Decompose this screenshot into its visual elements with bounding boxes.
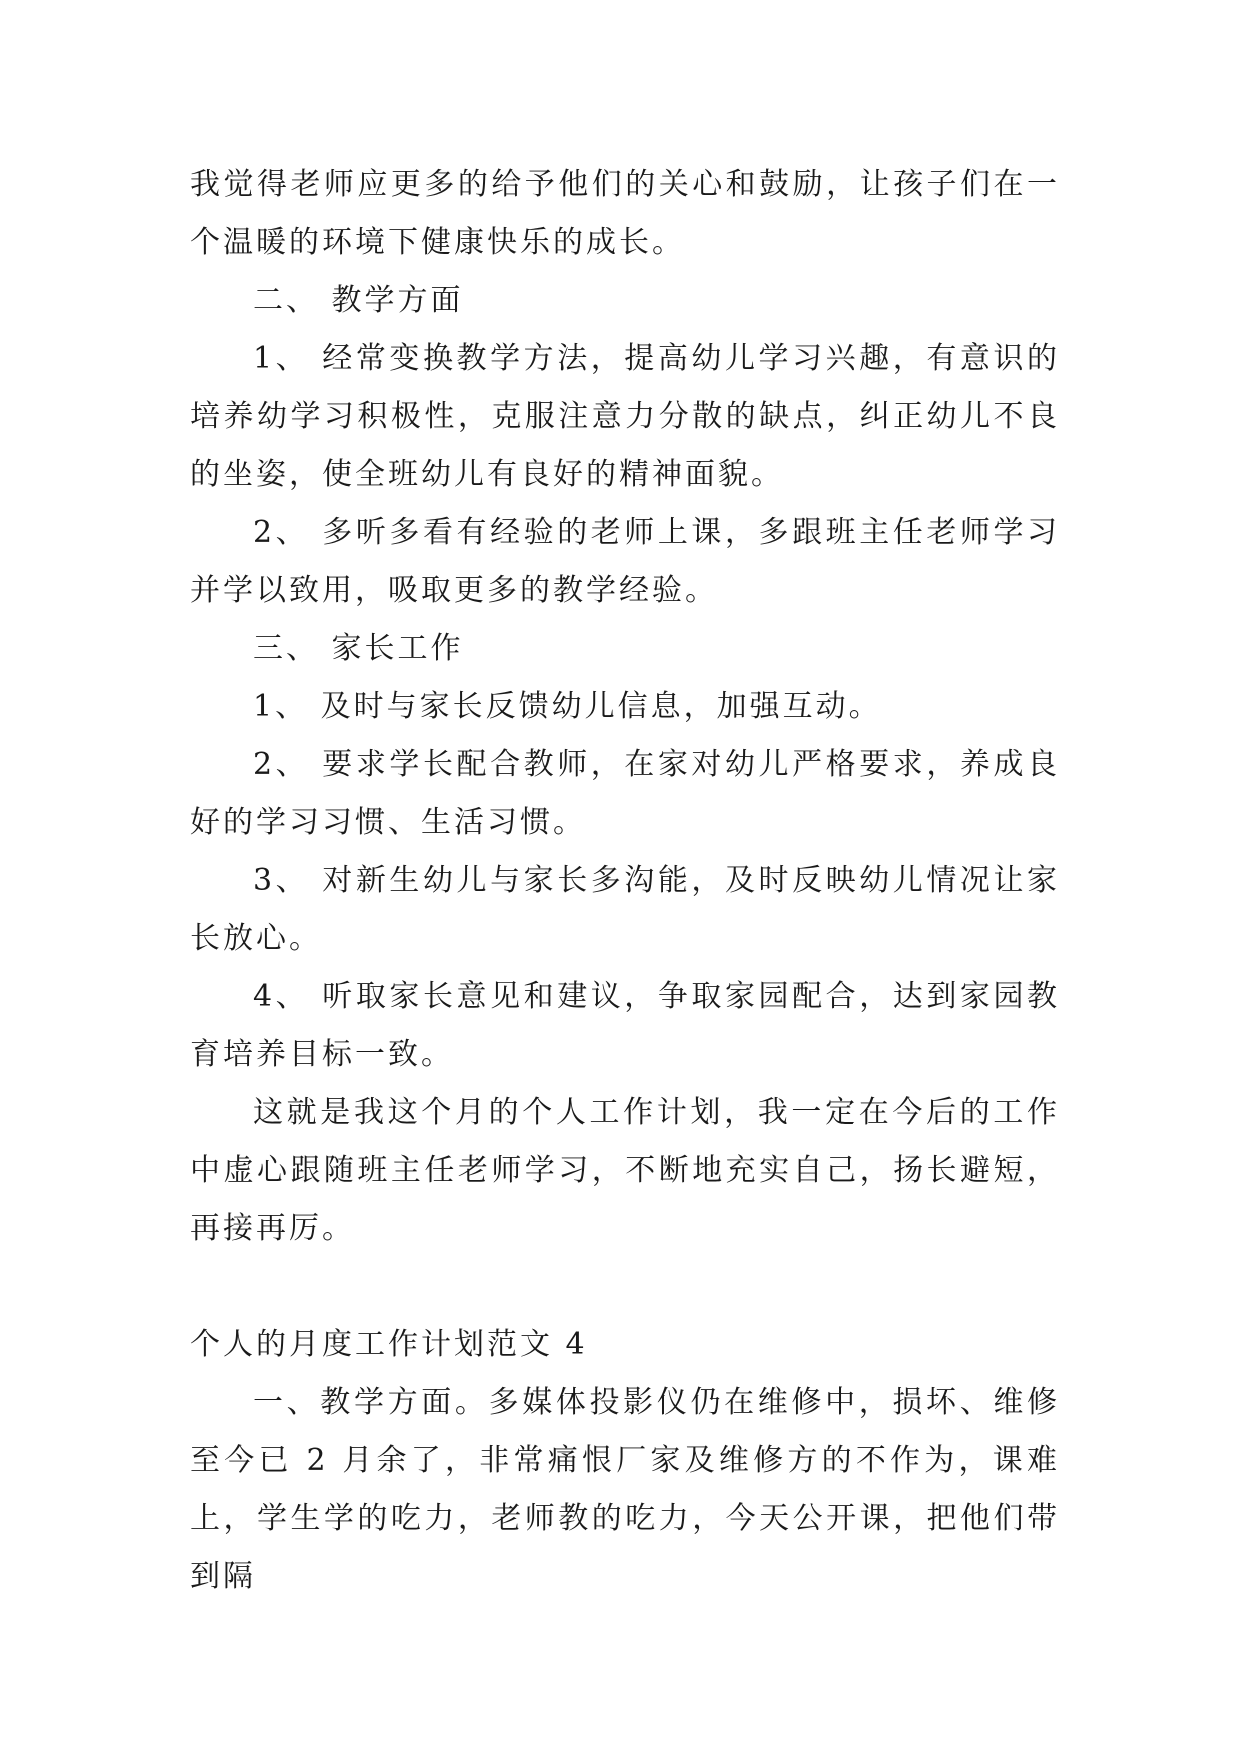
paragraph-parents-3: 3、 对新生幼儿与家长多沟能，及时反映幼儿情况让家长放心。 [190, 863, 1060, 956]
section-paragraph-1: 一、教学方面。多媒体投影仪仍在维修中，损坏、维修至今已 2 月余了，非常痛恨厂家及维修方的不作为，课难上，学生学的吃力，老师教的吃力，今天公开课，把他们带到隔 [190, 1385, 1060, 1594]
paragraph-1: 我觉得老师应更多的给予他们的关心和鼓励，让孩子们在一个温暖的环境下健康快乐的成长。 [190, 167, 1060, 260]
paragraph-parents-4: 4、 听取家长意见和建议，争取家园配合，达到家园教育培养目标一致。 [190, 979, 1060, 1072]
section-spacer [190, 1258, 1060, 1316]
paragraph-conclusion: 这就是我这个月的个人工作计划，我一定在今后的工作中虚心跟随班主任老师学习，不断地充实自己，扬长避短，再接再厉。 [190, 1095, 1060, 1246]
document-body [190, 156, 1060, 1606]
section-title: 个人的月度工作计划范文 4 [190, 1327, 588, 1362]
paragraph-parents-2: 2、 要求学长配合教师，在家对幼儿严格要求，养成良好的学习习惯、生活习惯。 [190, 747, 1060, 840]
heading-parents: 三、 家长工作 [253, 631, 464, 666]
heading-teaching: 二、 教学方面 [253, 283, 464, 318]
paragraph-teaching-1: 1、 经常变换教学方法，提高幼儿学习兴趣，有意识的培养幼学习积极性，克服注意力分散的缺点，纠正幼儿不良的坐姿，使全班幼儿有良好的精神面貌。 [190, 341, 1060, 492]
paragraph-teaching-2: 2、 多听多看有经验的老师上课，多跟班主任老师学习并学以致用，吸取更多的教学经验。 [190, 515, 1060, 608]
paragraph-parents-1: 1、 及时与家长反馈幼儿信息，加强互动。 [253, 689, 882, 724]
